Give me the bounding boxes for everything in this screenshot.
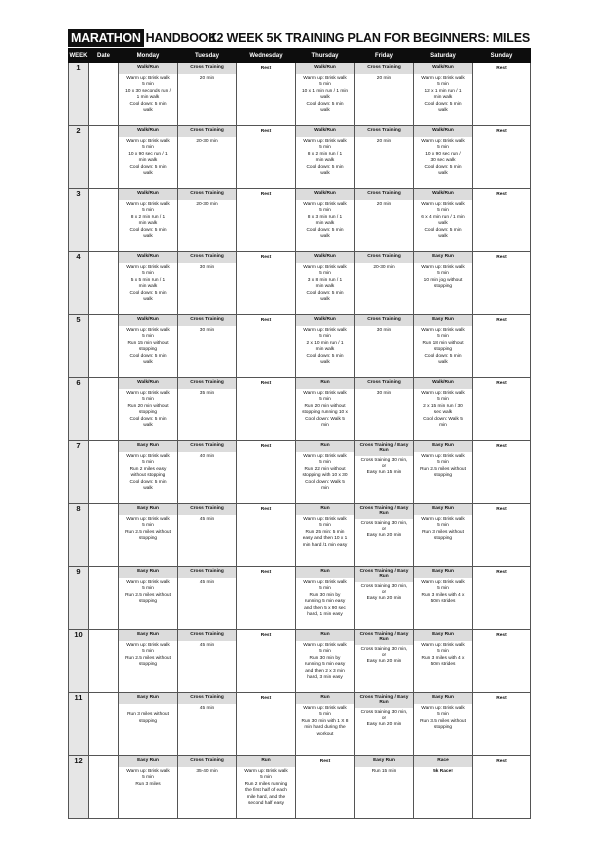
day-cell-sunday — [473, 441, 531, 504]
workout-description: 35 min — [199, 391, 215, 396]
day-cell-wednesday — [237, 693, 296, 756]
rest-label: Rest — [496, 570, 507, 575]
day-cell-tuesday — [178, 189, 237, 252]
workout-title: Run — [296, 567, 354, 578]
page-title: 12 WEEK 5K TRAINING PLAN FOR BEGINNERS: MILES — [209, 31, 530, 45]
day-cell-sunday — [473, 315, 531, 378]
workout-description: Warm up: Brisk walk 5 min Run 18 min without stopping Cool down: 5 min walk — [421, 328, 465, 366]
table-row — [69, 441, 531, 504]
day-cell-thursday — [296, 378, 355, 441]
workout-title: Easy Run — [119, 567, 177, 578]
day-cell-sunday — [473, 63, 531, 126]
workout-title: Walk/Run — [119, 189, 177, 200]
column-header-sunday: Sunday — [473, 49, 531, 63]
table-row — [69, 756, 531, 819]
rest-label: Rest — [496, 759, 507, 764]
day-cell-tuesday — [178, 126, 237, 189]
date-cell[interactable] — [89, 189, 119, 252]
workout-description: Cross training 30 min, or Easy run 20 min — [360, 709, 408, 728]
date-cell[interactable] — [89, 504, 119, 567]
day-cell-saturday — [414, 252, 473, 315]
workout-description: Warm up: Brisk walk 5 min 6 x 4 min run / 1 min walk Cool down: 5 min walk — [421, 202, 465, 240]
workout-title: Walk/Run — [414, 126, 472, 137]
table-row — [69, 567, 531, 630]
rest-label: Rest — [496, 633, 507, 638]
workout-description: Warm up: Brisk walk 5 min Run 2 miles easy without stopping Cool down: 5 min walk — [126, 454, 170, 492]
day-cell-friday — [355, 126, 414, 189]
workout-title: Run — [296, 693, 354, 704]
workout-title: Cross Training — [355, 378, 413, 389]
date-cell[interactable] — [89, 63, 119, 126]
logo-highlight: MARATHON — [68, 29, 144, 47]
day-cell-sunday — [473, 756, 531, 819]
day-cell-tuesday — [178, 693, 237, 756]
day-cell-saturday — [414, 504, 473, 567]
day-cell-saturday — [414, 126, 473, 189]
workout-description: Warm up: Brisk walk 5 min Run 20 min without stopping Cool down: 5 min walk — [126, 391, 170, 429]
week-number: 4 — [69, 252, 89, 315]
day-cell-monday — [119, 252, 178, 315]
rest-label: Rest — [319, 759, 331, 764]
workout-title: Cross Training — [355, 126, 413, 137]
week-number: 10 — [69, 630, 89, 693]
rest-label: Rest — [260, 192, 272, 197]
workout-description: Warm up: Brisk walk 5 min 10 x 90 sec run / 30 sec walk Cool down: 5 min walk — [421, 139, 465, 177]
workout-description: Warm up: Brisk walk 5 min Run 2 miles running the first half of each mile hard, and the second half easy — [244, 769, 288, 807]
workout-title: Walk/Run — [119, 378, 177, 389]
workout-title: Cross Training — [178, 126, 236, 137]
day-cell-friday — [355, 693, 414, 756]
day-cell-monday — [119, 378, 178, 441]
day-cell-friday — [355, 756, 414, 819]
day-cell-monday — [119, 441, 178, 504]
day-cell-saturday — [414, 441, 473, 504]
date-cell[interactable] — [89, 252, 119, 315]
workout-description: Warm up: Brisk walk 5 min Run 3 miles — [126, 769, 170, 787]
workout-title: Race — [414, 756, 472, 767]
table-row — [69, 315, 531, 378]
workout-title: Easy Run — [414, 630, 472, 641]
workout-description: Warm up: Brisk walk 5 min 2 x 10 min run / 1 min walk Cool down: 5 min walk — [303, 328, 347, 366]
day-cell-thursday — [296, 189, 355, 252]
day-cell-wednesday — [237, 567, 296, 630]
column-header-tuesday: Tuesday — [178, 49, 237, 63]
workout-title: Easy Run — [414, 252, 472, 263]
workout-description: 20 min — [199, 76, 215, 81]
day-cell-wednesday — [237, 630, 296, 693]
day-cell-saturday — [414, 567, 473, 630]
rest-label: Rest — [496, 192, 507, 197]
workout-description: Warm up: Brisk walk 5 min 8 x 3 min run / 1 min walk Cool down: 5 min walk — [303, 202, 347, 240]
workout-description: Run 3 miles without stopping — [127, 712, 169, 724]
table-row — [69, 126, 531, 189]
day-cell-thursday — [296, 252, 355, 315]
workout-description: Warm up: Brisk walk 5 min Run 3 miles with 4 x 50m strides — [421, 643, 465, 668]
rest-label: Rest — [260, 129, 272, 134]
workout-description: Cross training 30 min, or Easy run 20 min — [360, 520, 408, 539]
day-cell-tuesday — [178, 567, 237, 630]
workout-title: Walk/Run — [296, 315, 354, 326]
day-cell-friday — [355, 567, 414, 630]
workout-title: Walk/Run — [414, 189, 472, 200]
workout-title: Cross Training / Easy Run — [355, 567, 413, 582]
workout-description: 45 min — [199, 706, 215, 711]
day-cell-monday — [119, 189, 178, 252]
rest-label: Rest — [260, 633, 272, 638]
workout-title: Cross Training — [355, 252, 413, 263]
day-cell-saturday — [414, 63, 473, 126]
workout-description: Warm up: Brisk walk 5 min 3 x 8 min run / 1 min walk Cool down: 5 min walk — [303, 265, 347, 303]
day-cell-monday — [119, 315, 178, 378]
day-cell-thursday — [296, 567, 355, 630]
week-number: 2 — [69, 126, 89, 189]
workout-title: Easy Run — [119, 756, 177, 767]
day-cell-thursday — [296, 441, 355, 504]
workout-description: 30 min — [376, 328, 392, 333]
brand-logo — [68, 28, 217, 48]
column-header-saturday: Saturday — [414, 49, 473, 63]
day-cell-friday — [355, 252, 414, 315]
table-row — [69, 378, 531, 441]
workout-description: 20 min — [376, 139, 392, 144]
day-cell-thursday — [296, 315, 355, 378]
day-cell-wednesday — [237, 126, 296, 189]
workout-title: Run — [296, 630, 354, 641]
workout-description: 45 min — [199, 580, 215, 585]
rest-label: Rest — [260, 696, 272, 701]
week-number: 3 — [69, 189, 89, 252]
workout-title: Cross Training — [355, 315, 413, 326]
day-cell-friday — [355, 504, 414, 567]
workout-description: 20 min — [376, 202, 392, 207]
workout-title: Run — [296, 378, 354, 389]
day-cell-wednesday — [237, 63, 296, 126]
workout-title: Cross Training — [178, 63, 236, 74]
workout-description: Warm up: Brisk walk 5 min Run 2.5 miles without stopping — [125, 580, 171, 605]
workout-description: Cross training 30 min, or Easy run 15 min — [360, 457, 408, 476]
date-cell[interactable] — [89, 126, 119, 189]
workout-title: Easy Run — [414, 567, 472, 578]
workout-title: Cross Training / Easy Run — [355, 630, 413, 645]
workout-title: Walk/Run — [119, 315, 177, 326]
rest-label: Rest — [260, 570, 272, 575]
day-cell-sunday — [473, 189, 531, 252]
day-cell-sunday — [473, 504, 531, 567]
column-header-wednesday: Wednesday — [237, 49, 296, 63]
workout-title: Run — [237, 756, 295, 767]
day-cell-sunday — [473, 693, 531, 756]
column-header-week: WEEK — [69, 49, 89, 63]
column-header-date: Date — [89, 49, 119, 63]
workout-title: Easy Run — [119, 441, 177, 452]
rest-label: Rest — [260, 444, 272, 449]
workout-description: Warm up: Brisk walk 5 min Run 2.5 miles without stopping — [420, 454, 466, 479]
workout-title: Cross Training — [178, 252, 236, 263]
workout-title: Cross Training — [178, 567, 236, 578]
workout-description: Warm up: Brisk walk 5 min 10 x 1 min run / 1 min walk Cool down: 5 min walk — [301, 76, 349, 114]
day-cell-wednesday — [237, 756, 296, 819]
day-cell-sunday — [473, 630, 531, 693]
day-cell-thursday — [296, 504, 355, 567]
column-header-monday: Monday — [119, 49, 178, 63]
rest-label: Rest — [260, 66, 272, 71]
day-cell-tuesday — [178, 315, 237, 378]
day-cell-thursday — [296, 630, 355, 693]
day-cell-thursday — [296, 693, 355, 756]
week-number: 8 — [69, 504, 89, 567]
day-cell-wednesday — [237, 315, 296, 378]
workout-title: Walk/Run — [414, 63, 472, 74]
date-cell[interactable] — [89, 441, 119, 504]
workout-title: Easy Run — [414, 315, 472, 326]
table-row — [69, 63, 531, 126]
workout-description: Run 15 min — [371, 769, 397, 774]
day-cell-saturday — [414, 315, 473, 378]
week-number: 7 — [69, 441, 89, 504]
workout-description: Warm up: Brisk walk 5 min 10 x 90 sec run / 1 min walk Cool down: 5 min walk — [126, 139, 170, 177]
day-cell-friday — [355, 441, 414, 504]
day-cell-tuesday — [178, 441, 237, 504]
table-row — [69, 504, 531, 567]
day-cell-monday — [119, 126, 178, 189]
workout-title: Cross Training — [178, 315, 236, 326]
rest-label: Rest — [260, 381, 272, 386]
rest-label: Rest — [496, 507, 507, 512]
workout-title: Run — [296, 504, 354, 515]
workout-title: Cross Training — [178, 378, 236, 389]
table-row — [69, 693, 531, 756]
week-number: 9 — [69, 567, 89, 630]
workout-description: 45 min — [199, 643, 215, 648]
workout-title: Easy Run — [119, 630, 177, 641]
date-cell[interactable] — [89, 693, 119, 756]
training-plan-table — [68, 48, 531, 819]
workout-title: Walk/Run — [296, 63, 354, 74]
workout-description: 35-40 min — [196, 769, 218, 774]
workout-title: Cross Training — [178, 630, 236, 641]
date-cell[interactable] — [89, 756, 119, 819]
day-cell-sunday — [473, 378, 531, 441]
workout-title: Walk/Run — [296, 189, 354, 200]
workout-description: Warm up: Brisk walk 5 min 2 x 15 min run / 30 sec walk Cool down: Walk 5 min — [421, 391, 465, 429]
workout-description: Warm up: Brisk walk 5 min Run 30 min by running 5 min easy and then 2 x 3 min hard, 3 min easy — [303, 643, 347, 681]
date-cell[interactable] — [89, 630, 119, 693]
workout-title: Walk/Run — [119, 126, 177, 137]
day-cell-tuesday — [178, 504, 237, 567]
day-cell-sunday — [473, 252, 531, 315]
day-cell-saturday — [414, 378, 473, 441]
workout-title: Easy Run — [414, 693, 472, 704]
workout-title: Cross Training — [355, 63, 413, 74]
workout-title: Easy Run — [355, 756, 413, 767]
table-row — [69, 252, 531, 315]
workout-description: Warm up: Brisk walk 5 min 5 x 5 min run / 1 min walk Cool down: 5 min walk — [126, 265, 170, 303]
workout-title: Cross Training — [178, 189, 236, 200]
workout-title: Cross Training — [178, 693, 236, 704]
day-cell-saturday — [414, 630, 473, 693]
date-cell[interactable] — [89, 315, 119, 378]
rest-label: Rest — [496, 255, 507, 260]
rest-label: Rest — [496, 381, 507, 386]
workout-title: Cross Training / Easy Run — [355, 441, 413, 456]
workout-description: Warm up: Brisk walk 5 min Run 30 min by running 5 min easy and then 5 x 90 sec hard, 1 min easy — [303, 580, 347, 618]
rest-label: Rest — [260, 507, 272, 512]
workout-title: Cross Training — [178, 756, 236, 767]
workout-description: 30 min — [199, 265, 215, 270]
day-cell-saturday — [414, 189, 473, 252]
rest-label: Rest — [496, 444, 507, 449]
day-cell-wednesday — [237, 504, 296, 567]
workout-description: 20-30 min — [373, 265, 395, 270]
day-cell-saturday — [414, 693, 473, 756]
day-cell-friday — [355, 189, 414, 252]
workout-title: Walk/Run — [296, 126, 354, 137]
table-body — [69, 63, 531, 819]
week-number: 6 — [69, 378, 89, 441]
week-number: 12 — [69, 756, 89, 819]
day-cell-friday — [355, 315, 414, 378]
workout-title: Cross Training — [355, 189, 413, 200]
workout-description: 45 min — [199, 517, 215, 522]
workout-description: 30 min — [376, 391, 392, 396]
week-number: 1 — [69, 63, 89, 126]
rest-label: Rest — [260, 255, 272, 260]
date-cell[interactable] — [89, 378, 119, 441]
workout-description: Warm up: Brisk walk 5 min 12 x 1 min run / 1 min walk Cool down: 5 min walk — [421, 76, 465, 114]
workout-title: Easy Run — [119, 504, 177, 515]
day-cell-wednesday — [237, 189, 296, 252]
rest-label: Rest — [496, 129, 507, 134]
workout-description: Warm up: Brisk walk 5 min 10 min jog without stopping — [421, 265, 465, 290]
workout-description: Warm up: Brisk walk 5 min Run 20 min without stopping running 10 x Cool down: Walk 5 min — [302, 391, 348, 429]
workout-description: 30 min — [199, 328, 215, 333]
day-cell-sunday — [473, 126, 531, 189]
column-header-thursday: Thursday — [296, 49, 355, 63]
day-cell-monday — [119, 63, 178, 126]
day-cell-wednesday — [237, 378, 296, 441]
workout-title: Walk/Run — [414, 378, 472, 389]
workout-description: Warm up: Brisk walk 5 min 10 x 30 seconds run / 1 min walk Cool down: 5 min walk — [125, 76, 171, 114]
workout-description: 5k Race! — [433, 769, 453, 774]
day-cell-friday — [355, 630, 414, 693]
day-cell-sunday — [473, 567, 531, 630]
workout-title: Walk/Run — [119, 63, 177, 74]
workout-title: Easy Run — [119, 693, 177, 704]
workout-title: Cross Training — [178, 441, 236, 452]
table-row — [69, 630, 531, 693]
day-cell-monday — [119, 756, 178, 819]
table-row — [69, 189, 531, 252]
week-number: 11 — [69, 693, 89, 756]
workout-description: 20 min — [376, 76, 392, 81]
workout-title: Walk/Run — [119, 252, 177, 263]
day-cell-monday — [119, 693, 178, 756]
day-cell-tuesday — [178, 252, 237, 315]
workout-description: 20-30 min — [196, 202, 218, 207]
rest-label: Rest — [496, 66, 507, 71]
workout-title: Walk/Run — [296, 252, 354, 263]
workout-title: Cross Training / Easy Run — [355, 504, 413, 519]
day-cell-tuesday — [178, 63, 237, 126]
workout-description: Warm up: Brisk walk 5 min Run 25 min: 5 min easy and then 10 x 1 min hard /1 min easy — [302, 517, 348, 548]
day-cell-thursday — [296, 63, 355, 126]
day-cell-saturday — [414, 756, 473, 819]
rest-label: Rest — [496, 318, 507, 323]
day-cell-tuesday — [178, 756, 237, 819]
workout-description: Warm up: Brisk walk 5 min 8 x 2 min run / 1 min walk Cool down: 5 min walk — [126, 202, 170, 240]
day-cell-monday — [119, 630, 178, 693]
header-row — [69, 49, 531, 63]
workout-title: Easy Run — [414, 441, 472, 452]
day-cell-monday — [119, 504, 178, 567]
workout-description: Warm up: Brisk walk 5 min 8 x 2 min run / 1 min walk Cool down: 5 min walk — [303, 139, 347, 177]
workout-title: Cross Training — [178, 504, 236, 515]
workout-title: Run — [296, 441, 354, 452]
workout-description: 40 min — [199, 454, 215, 459]
workout-title: Cross Training / Easy Run — [355, 693, 413, 708]
workout-description: Cross training 30 min, or Easy run 20 min — [360, 646, 408, 665]
day-cell-friday — [355, 63, 414, 126]
workout-description: Warm up: Brisk walk 5 min Run 15 min without stopping Cool down: 5 min walk — [126, 328, 170, 366]
day-cell-thursday — [296, 126, 355, 189]
workout-title: Easy Run — [414, 504, 472, 515]
day-cell-thursday — [296, 756, 355, 819]
day-cell-wednesday — [237, 441, 296, 504]
day-cell-wednesday — [237, 252, 296, 315]
week-number: 5 — [69, 315, 89, 378]
workout-description: Warm up: Brisk walk 5 min Run 2.5 miles without stopping — [125, 517, 171, 542]
workout-description: 20-30 min — [196, 139, 218, 144]
day-cell-friday — [355, 378, 414, 441]
workout-description: Cross training 30 min, or Easy run 20 min — [360, 583, 408, 602]
rest-label: Rest — [260, 318, 272, 323]
workout-description: Warm up: Brisk walk 5 min Run 3.5 miles without stopping — [420, 706, 466, 731]
column-header-friday: Friday — [355, 49, 414, 63]
workout-description: Warm up: Brisk walk 5 min Run 22 min without stopping with 10 x 30 Cool down: Walk 5 min — [302, 454, 348, 492]
day-cell-tuesday — [178, 630, 237, 693]
date-cell[interactable] — [89, 567, 119, 630]
day-cell-monday — [119, 567, 178, 630]
workout-description: Warm up: Brisk walk 5 min Run 2.5 miles without stopping — [125, 643, 171, 668]
workout-description: Warm up: Brisk walk 5 min Run 30 min with 1 X 8 min hard during the workout — [301, 706, 349, 737]
workout-description: Warm up: Brisk walk 5 min Run 3 miles without stopping — [421, 517, 465, 542]
logo-text: HANDBOOK — [145, 31, 217, 45]
day-cell-tuesday — [178, 378, 237, 441]
rest-label: Rest — [496, 696, 507, 701]
workout-description: Warm up: Brisk walk 5 min Run 3 miles with 4 x 50m strides — [421, 580, 465, 605]
page-header — [68, 28, 530, 48]
